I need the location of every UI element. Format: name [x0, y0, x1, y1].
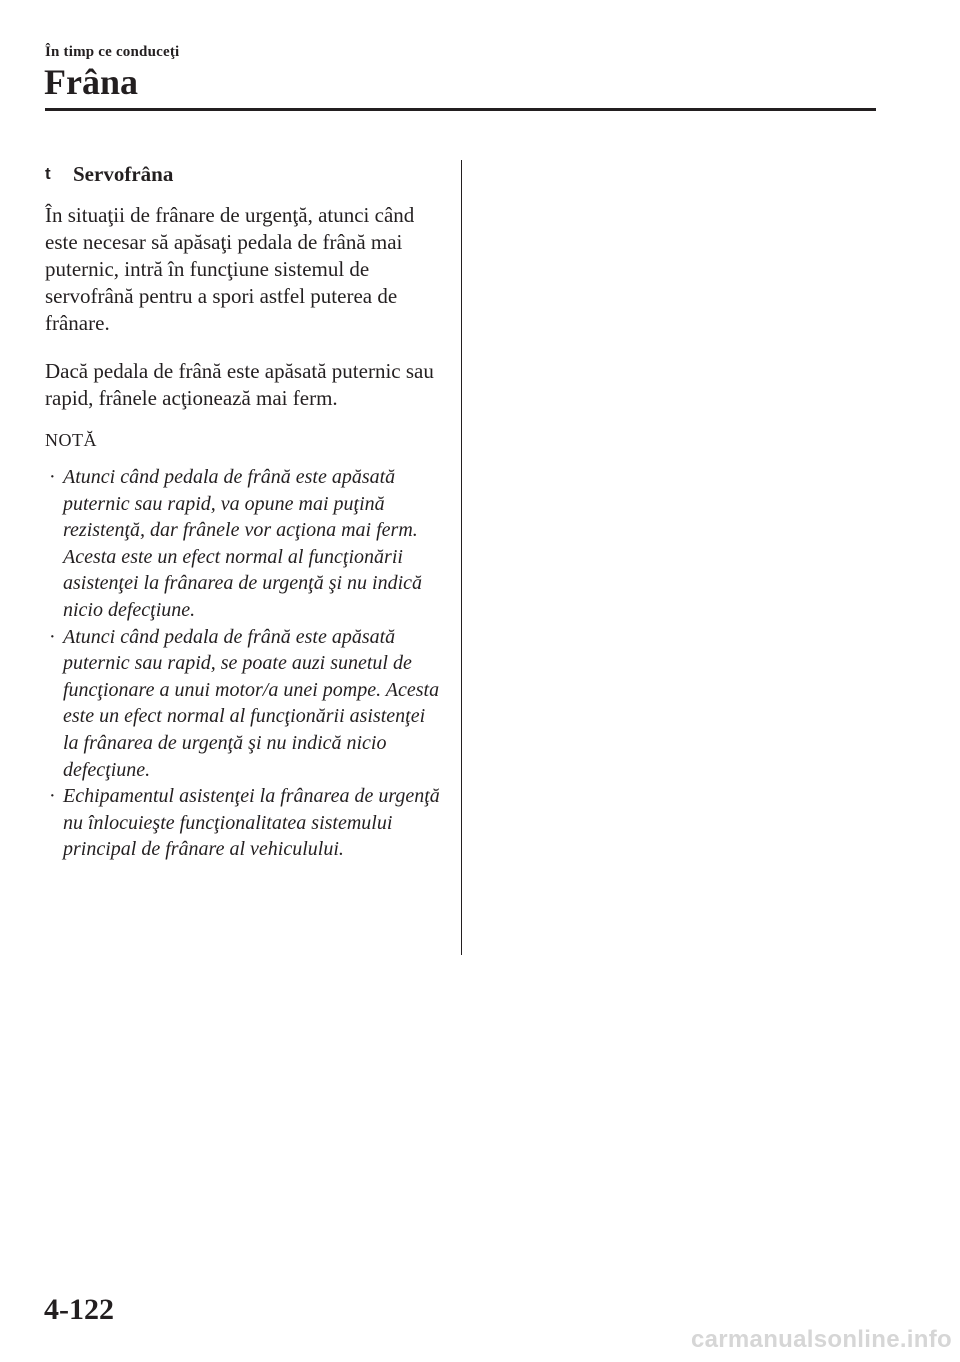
watermark: carmanualsonline.info	[690, 1326, 952, 1353]
breadcrumb: În timp ce conduceţi	[45, 44, 180, 60]
title-rule	[45, 108, 876, 111]
note-item-text: Atunci când pedala de frână este apăsată puternic sau rapid, se poate auzi sunetul de funcţionare a unui motor/a unei pompe. Acesta este un efect normal al funcţionării asistenţei la frânarea de urgenţă şi nu indică nicio defecţiune.	[63, 625, 440, 781]
note-label: NOTĂ	[45, 430, 97, 450]
note-item-text: Echipamentul asistenţei la frânarea de urgenţă nu înlocuieşte funcţionalitatea sistemului principal de frânare al vehiculului.	[63, 785, 440, 861]
note-item	[45, 624, 445, 784]
content-column	[45, 160, 445, 863]
page-title: Frâna	[44, 62, 138, 102]
bullet-icon: ·	[49, 625, 56, 648]
note-list	[45, 464, 445, 863]
bullet-icon: ·	[49, 785, 56, 808]
note-item	[45, 783, 445, 863]
note-item	[45, 464, 445, 624]
column-divider	[461, 160, 462, 955]
page-number: 4-122	[44, 1293, 114, 1326]
bullet-icon: ·	[49, 466, 56, 488]
paragraph: În situaţii de frânare de urgenţă, atunci când este necesar să apăsaţi pedala de frână mai puternic, intră în funcţiune sistemul de servofrână pentru a spori astfel puterea de frânare.	[45, 203, 415, 335]
section-marker-icon: t	[45, 164, 51, 183]
section-heading	[45, 160, 445, 188]
note-item-text: Atunci când pedala de frână este apăsată puternic sau rapid, va opune mai puţină rezistenţă, dar frânele vor acţiona mai ferm. Acesta este un efect normal al funcţionării asistenţei la frânarea de urgenţă şi nu indică nicio defecţiune.	[63, 466, 423, 621]
section-heading-text: Servofrâna	[73, 162, 174, 186]
paragraph: Dacă pedala de frână este apăsată puternic sau rapid, frânele acţionează mai ferm.	[45, 359, 434, 410]
